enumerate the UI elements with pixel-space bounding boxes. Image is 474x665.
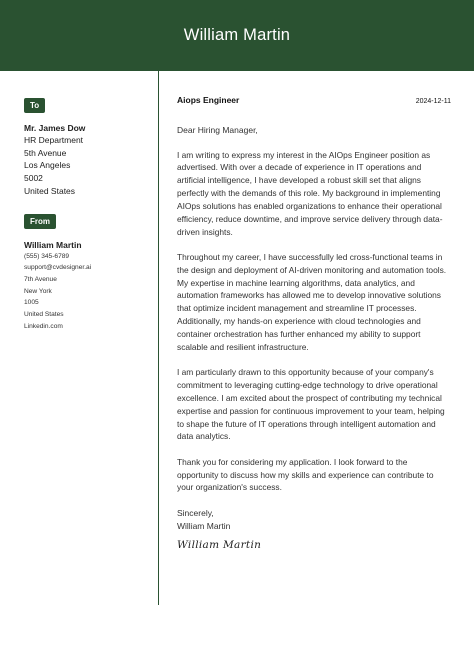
letter-paragraph: I am writing to express my interest in the AIOps Engineer position as advertised. With over a decade of experience in IT operations and artificial intelligence, I have developed a robust skill set that aligns perfectly with the demands of this role. My background in implementing AIOps solutions has enabled organizations to enhance their operational efficiency, reduce downtime, and improve service delivery through data-driven insights. [177, 149, 443, 237]
recipient-line: United States [24, 185, 76, 196]
sender-country: United States [24, 311, 64, 319]
sender-city: New York [24, 287, 52, 295]
sender-name: William Martin [24, 239, 82, 250]
sender-block [24, 239, 152, 333]
sender-email[interactable]: support@cvdesigner.ai [24, 264, 92, 272]
sender-street: 7th Avenue [24, 275, 57, 283]
closing-block [177, 507, 451, 533]
recipient-line: 5th Avenue [24, 147, 67, 158]
letter-paragraph: Thank you for considering my application. I look forward to the opportunity to discuss how my skills and experience can contribute to your organization's success. [177, 456, 434, 493]
sender-phone: (555) 345-6789 [24, 252, 70, 260]
sender-zip: 1005 [24, 299, 39, 307]
letter-topline [177, 95, 451, 105]
sender-linkedin-link[interactable]: Linkedin.com [24, 322, 63, 330]
header-banner [0, 0, 474, 71]
letter-paragraph: I am particularly drawn to this opportunity because of your company's commitment to leveraging cutting-edge technology to drive operational excellence. I am excited about the prospect of contributing my technical expertise and passion for continuous improvement to your team, helping to shape the future of IT operations through intelligent automation and data analytics. [177, 367, 445, 442]
recipient-block [24, 122, 152, 198]
letter-date: 2024-12-11 [415, 98, 451, 105]
recipient-line: Los Angeles [24, 160, 71, 171]
letter-subject: Aiops Engineer [177, 95, 240, 105]
letter-paragraph: Throughout my career, I have successfully led cross-functional teams in the design and deployment of AI-driven monitoring and automation tools. My expertise in machine learning algorithms, data analytics, and automation frameworks has allowed me to develop innovative solutions that optimize incident management and streamline IT processes. Additionally, my hands-on experience with cloud technologies and container orchestration has further enhanced my ability to support scalable and resilient infrastructure. [177, 251, 447, 352]
letter-body [177, 95, 451, 551]
closing-name: William Martin [177, 521, 231, 532]
from-badge: From [24, 214, 56, 229]
recipient-line: 5002 [24, 173, 43, 184]
recipient-name: Mr. James Dow [24, 123, 86, 133]
to-badge: To [24, 98, 45, 113]
signature: William Martin [177, 538, 262, 551]
column-divider [158, 71, 159, 605]
recipient-line: HR Department [24, 135, 84, 145]
header-name: William Martin [183, 26, 291, 44]
closing-text: Sincerely, [177, 508, 214, 519]
sidebar [24, 95, 152, 332]
salutation: Dear Hiring Manager, [177, 125, 258, 135]
